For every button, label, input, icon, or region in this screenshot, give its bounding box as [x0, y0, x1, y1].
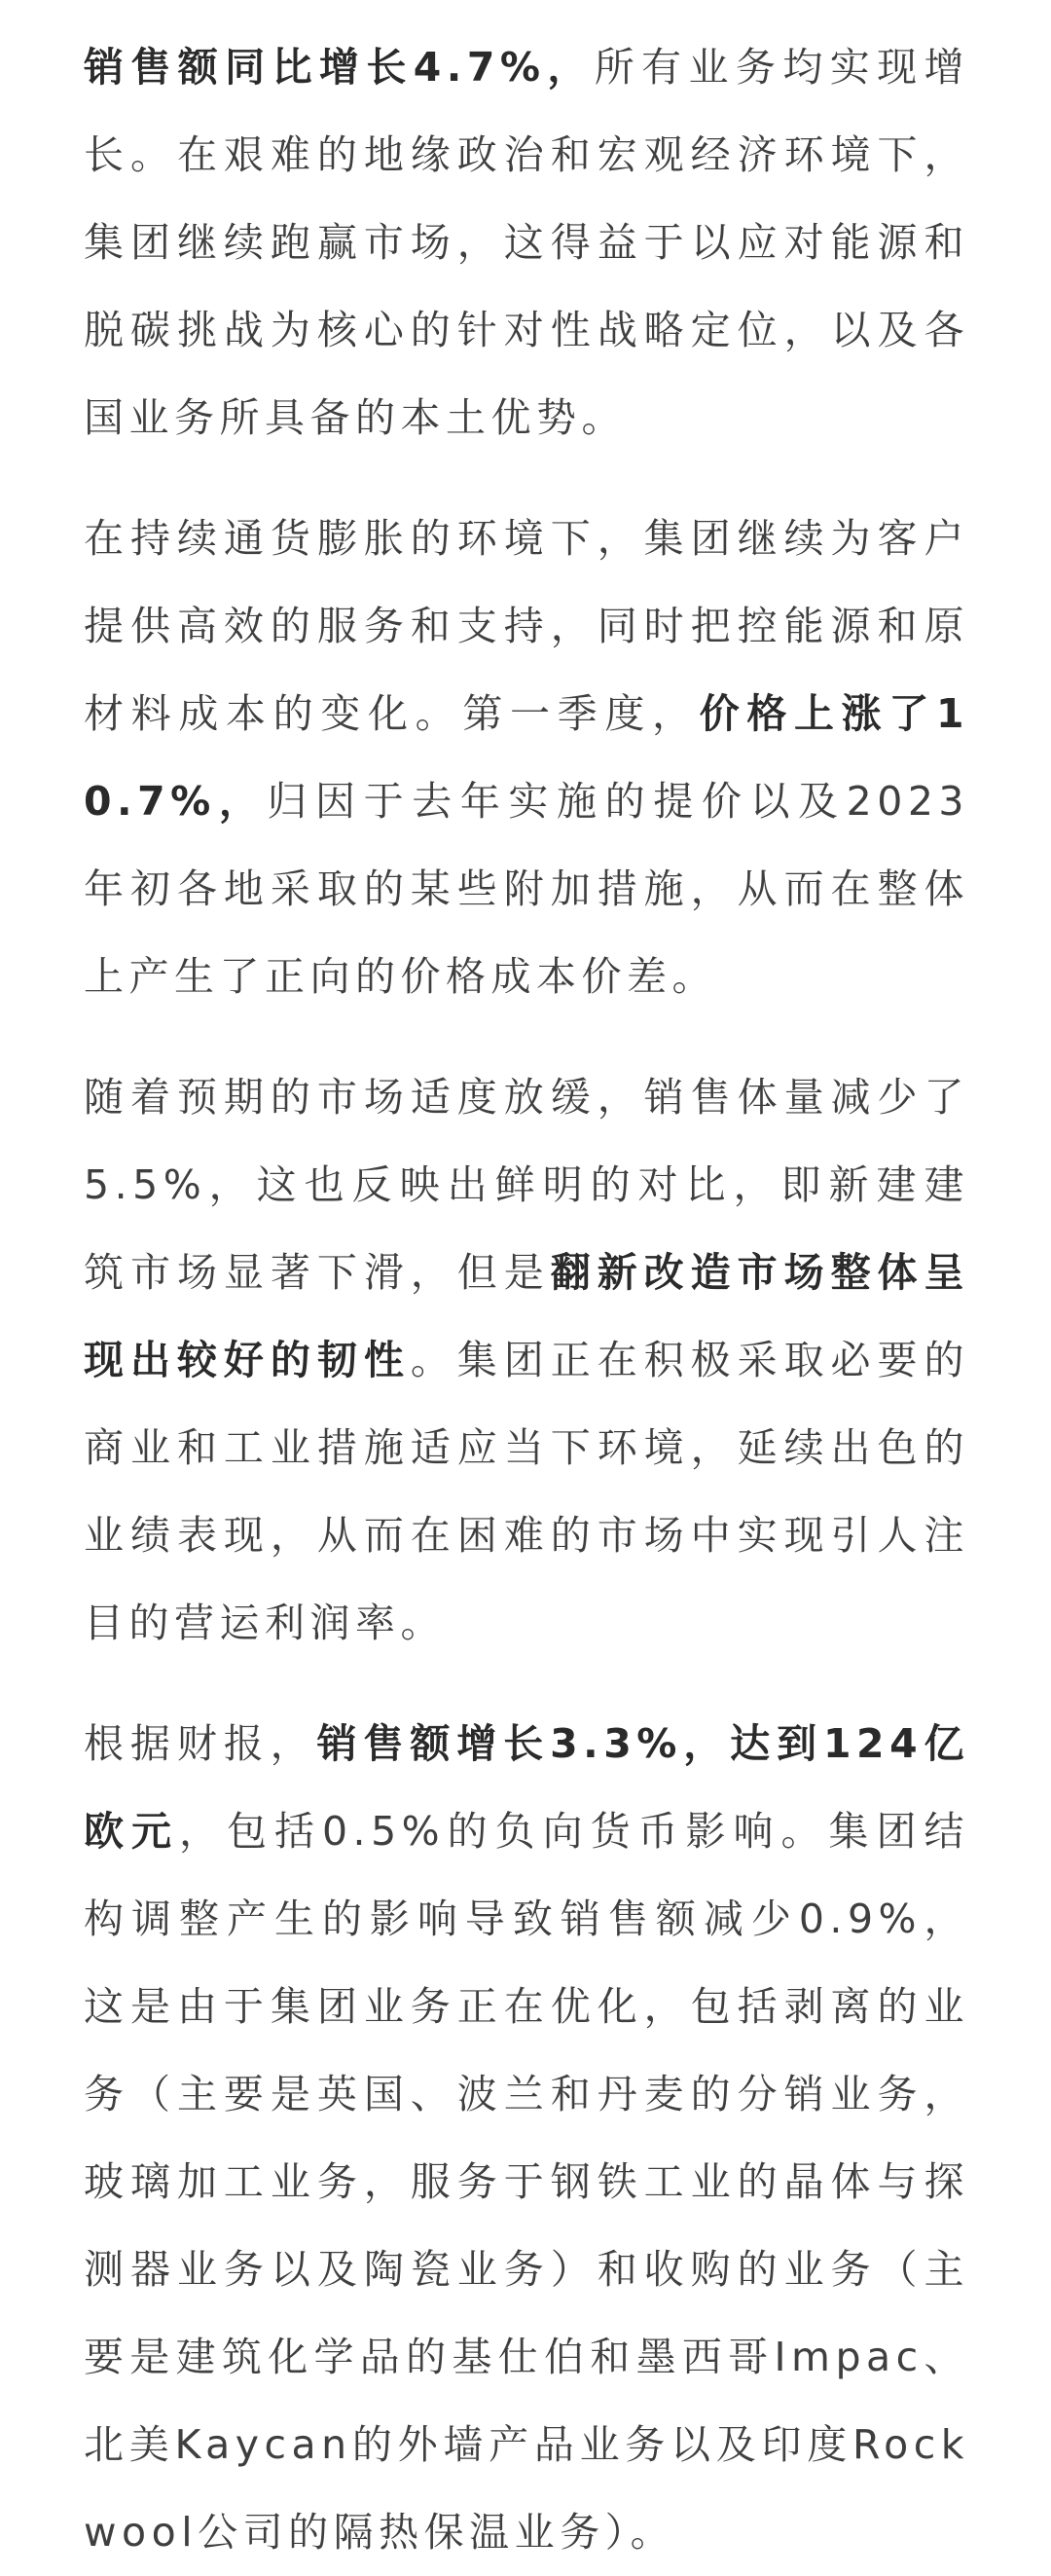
- paragraph-text: 所有业务均实现增长。在艰难的地缘政治和宏观经济环境下，集团继续跑赢市场，这得益于以应对能源和脱碳挑战为核心的针对性战略定位，以及各国业务所具备的本土优势。: [84, 44, 969, 441]
- highlight-sales-growth: 销售额同比增长4.7%，: [84, 44, 595, 91]
- paragraph-text: 随着预期的市场适度放缓，销售体量减少了5.5%，这也反映出鲜明的对比，即新建建筑市场显著下滑，但是: [84, 1074, 969, 1296]
- paragraph-text: 在持续通货膨胀的环境下，集团继续为客户提供高效的服务和支持，同时把控能源和原材料成本的变化。第一季度，: [84, 515, 969, 737]
- paragraph-volume-decline: [84, 1053, 969, 1667]
- paragraph-text: 归因于去年实施的提价以及2023年初各地采取的某些附加措施，从而在整体上产生了正向的价格成本价差。: [84, 778, 969, 1000]
- paragraph-financial-report: [84, 1700, 969, 2576]
- paragraph-sales-growth: [84, 23, 969, 461]
- highlight-renovation-resilience: 翻新改造市场整体呈现出较好的韧性: [84, 1249, 970, 1383]
- paragraph-text: 。集团正在积极采取必要的商业和工业措施适应当下环境，延续出色的业绩表现，从而在困难的市场中实现引人注目的营运利润率。: [84, 1337, 970, 1646]
- highlight-price-increase: 价格上涨了10.7%，: [84, 690, 970, 825]
- paragraph-price-increase: [84, 495, 969, 1020]
- paragraph-text: 根据财报，: [84, 1720, 317, 1767]
- highlight-revenue-total: 销售额增长3.3%，达到124亿欧元: [84, 1720, 970, 1855]
- paragraph-text: ，包括0.5%的负向货币影响。集团结构调整产生的影响导致销售额减少0.9%，这是由于集团业务正在优化，包括剥离的业务（主要是英国、波兰和丹麦的分销业务，玻璃加工业务，服务于钢铁工业的晶体与探测器业务以及陶瓷业务）和收购的业务（主要是建筑化学品的基仕伯和墨西哥Impac、北美Kaycan的外墙产品业务以及印度Rockwool公司的隔热保温业务）。: [84, 1808, 969, 2556]
